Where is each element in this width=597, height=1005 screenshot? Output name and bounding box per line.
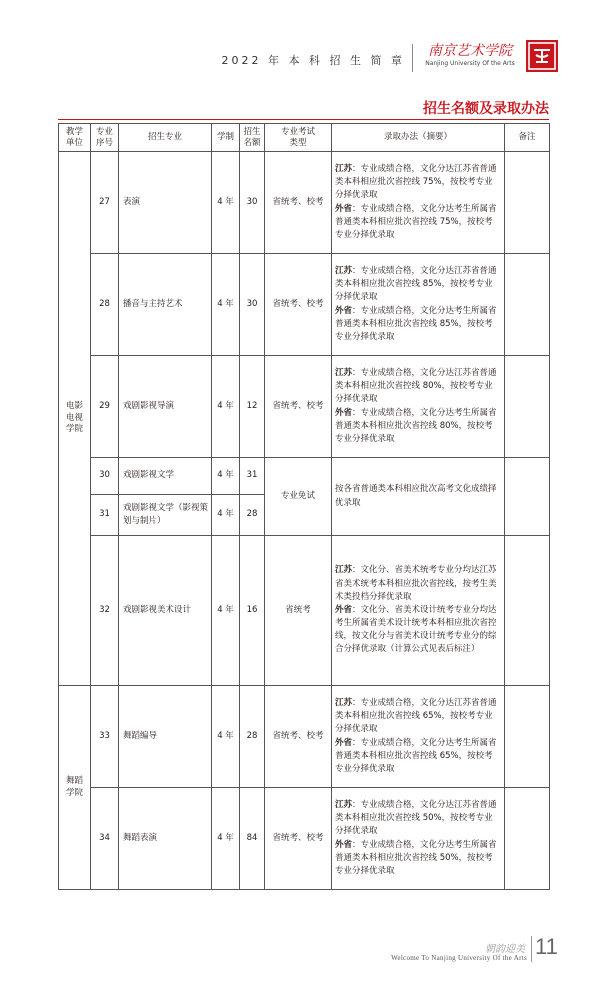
method-cell: 江苏：专业成绩合格，文化分达江苏省普通类本科相应批次省控线 85%，按校考专业分择优录取 外省：专业成绩合格，文化分达考生所属省普通类本科相应批次省控线 85%，按校考专业分择优录取 bbox=[332, 254, 505, 356]
seq-cell: 31 bbox=[91, 495, 119, 536]
footer-separator bbox=[531, 936, 532, 962]
major-cell: 舞蹈编导 bbox=[119, 686, 212, 788]
method-cell: 江苏：专业成绩合格，文化分达江苏省普通类本科相应批次省控线 80%，按校考专业分择优录取 外省：专业成绩合格，文化分达考生所属省普通类本科相应批次省控线 80%，按校考专业分择优录取 bbox=[332, 356, 505, 458]
note-cell bbox=[505, 254, 550, 356]
quota-cell: 28 bbox=[240, 495, 265, 536]
seq-cell: 33 bbox=[91, 686, 119, 788]
table-row bbox=[59, 152, 550, 254]
section-title: 招生名额及录取办法 bbox=[423, 101, 549, 117]
header-major: 招生专业 bbox=[119, 124, 212, 152]
note-cell bbox=[505, 536, 550, 686]
table-row bbox=[59, 788, 550, 890]
seq-cell: 34 bbox=[91, 788, 119, 890]
note-cell bbox=[505, 356, 550, 458]
years-cell: 4 年 bbox=[212, 152, 240, 254]
method-cell: 江苏：专业成绩合格，文化分达江苏省普通类本科相应批次省控线 75%，按校考专业分择优录取 外省：专业成绩合格，文化分达考生所属省普通类本科相应批次省控线 75%，按校考专业分择优录取 bbox=[332, 152, 505, 254]
major-cell: 戏剧影视导演 bbox=[119, 356, 212, 458]
years-cell: 4 年 bbox=[212, 788, 240, 890]
major-cell: 舞蹈表演 bbox=[119, 788, 212, 890]
university-logo-english: Nanjing University Of the Arts bbox=[425, 60, 515, 67]
quota-cell: 84 bbox=[240, 788, 265, 890]
seq-cell: 28 bbox=[91, 254, 119, 356]
table-row bbox=[59, 254, 550, 356]
method-cell: 江苏：文化分、省美术统考专业分均达江苏省美术统考本科相应批次省控线，按考生美术类投档分择优录取 外省：文化分、省美术设计统考专业分均达考生所属省美术设计统考本科相应批次省控线，按文化分与省美术设计统考专业分的综合分择优录取（计算公式见表后标注） bbox=[332, 536, 505, 686]
quota-cell: 30 bbox=[240, 254, 265, 356]
major-cell: 戏剧影视美术设计 bbox=[119, 536, 212, 686]
table-row bbox=[59, 356, 550, 458]
header-separator bbox=[412, 44, 413, 72]
header-quota: 招生 名额 bbox=[240, 124, 265, 152]
exam-cell: 省统考、校考 bbox=[265, 686, 332, 788]
footer-welcome-text: Welcome To Nanjing University Of the Arts bbox=[391, 954, 527, 962]
years-cell: 4 年 bbox=[212, 458, 240, 495]
exam-cell: 省统考、校考 bbox=[265, 152, 332, 254]
table-row bbox=[59, 536, 550, 686]
method-cell: 江苏：专业成绩合格，文化分达江苏省普通类本科相应批次省控线 50%，按校考专业分择优录取 外省：专业成绩合格，文化分达考生所属省普通类本科相应批次省控线 50%，按校考专业分择优录取 bbox=[332, 788, 505, 890]
note-cell bbox=[505, 152, 550, 254]
exam-cell: 专业免试 bbox=[265, 458, 332, 536]
exam-cell: 省统考、校考 bbox=[265, 254, 332, 356]
exam-cell: 省统考、校考 bbox=[265, 356, 332, 458]
major-cell: 戏剧影视文学 bbox=[119, 458, 212, 495]
unit-film-tv: 电影 电视 学院 bbox=[59, 152, 91, 686]
major-cell: 戏剧影视文学（影视策划与制片） bbox=[119, 495, 212, 536]
major-cell: 播音与主持艺术 bbox=[119, 254, 212, 356]
years-cell: 4 年 bbox=[212, 686, 240, 788]
header-seq: 专业 序号 bbox=[91, 124, 119, 152]
years-cell: 4 年 bbox=[212, 536, 240, 686]
method-cell: 按各省普通类本科相应批次高考文化成绩择优录取 bbox=[332, 458, 505, 536]
note-cell bbox=[505, 686, 550, 788]
years-cell: 4 年 bbox=[212, 254, 240, 356]
header-unit: 教学 单位 bbox=[59, 124, 91, 152]
university-logo-text: 南京艺术学院 bbox=[428, 43, 512, 59]
quota-cell: 30 bbox=[240, 152, 265, 254]
header-exam: 专业考试 类型 bbox=[265, 124, 332, 152]
header-years: 学制 bbox=[212, 124, 240, 152]
unit-dance: 舞蹈 学院 bbox=[59, 686, 91, 890]
seq-cell: 30 bbox=[91, 458, 119, 495]
exam-cell: 省统考、校考 bbox=[265, 788, 332, 890]
header-method: 录取办法（摘要） bbox=[332, 124, 505, 152]
seq-cell: 32 bbox=[91, 536, 119, 686]
years-cell: 4 年 bbox=[212, 356, 240, 458]
quota-cell: 16 bbox=[240, 536, 265, 686]
table-header-row bbox=[59, 124, 550, 152]
quota-cell: 12 bbox=[240, 356, 265, 458]
admission-table bbox=[58, 123, 550, 890]
seq-cell: 27 bbox=[91, 152, 119, 254]
seq-cell: 29 bbox=[91, 356, 119, 458]
seal-logo-icon bbox=[526, 40, 558, 72]
header-title: 2022 年 本 科 招 生 简 章 bbox=[221, 54, 405, 67]
method-cell: 江苏：专业成绩合格，文化分达江苏省普通类本科相应批次省控线 65%，按校考专业分择优录取 外省：专业成绩合格，文化分达考生所属省普通类本科相应批次省控线 65%，按校考专业分择优录取 bbox=[332, 686, 505, 788]
page-number: 11 bbox=[535, 934, 558, 959]
exam-cell: 省统考 bbox=[265, 536, 332, 686]
section-title-rule bbox=[58, 119, 549, 120]
note-cell bbox=[505, 788, 550, 890]
note-cell bbox=[505, 458, 550, 536]
major-cell: 表演 bbox=[119, 152, 212, 254]
footer-slogan: 朝韵迎美 bbox=[485, 944, 525, 955]
table-row bbox=[59, 686, 550, 788]
quota-cell: 28 bbox=[240, 686, 265, 788]
table-row bbox=[59, 458, 550, 495]
years-cell: 4 年 bbox=[212, 495, 240, 536]
quota-cell: 31 bbox=[240, 458, 265, 495]
header-note: 备注 bbox=[505, 124, 550, 152]
